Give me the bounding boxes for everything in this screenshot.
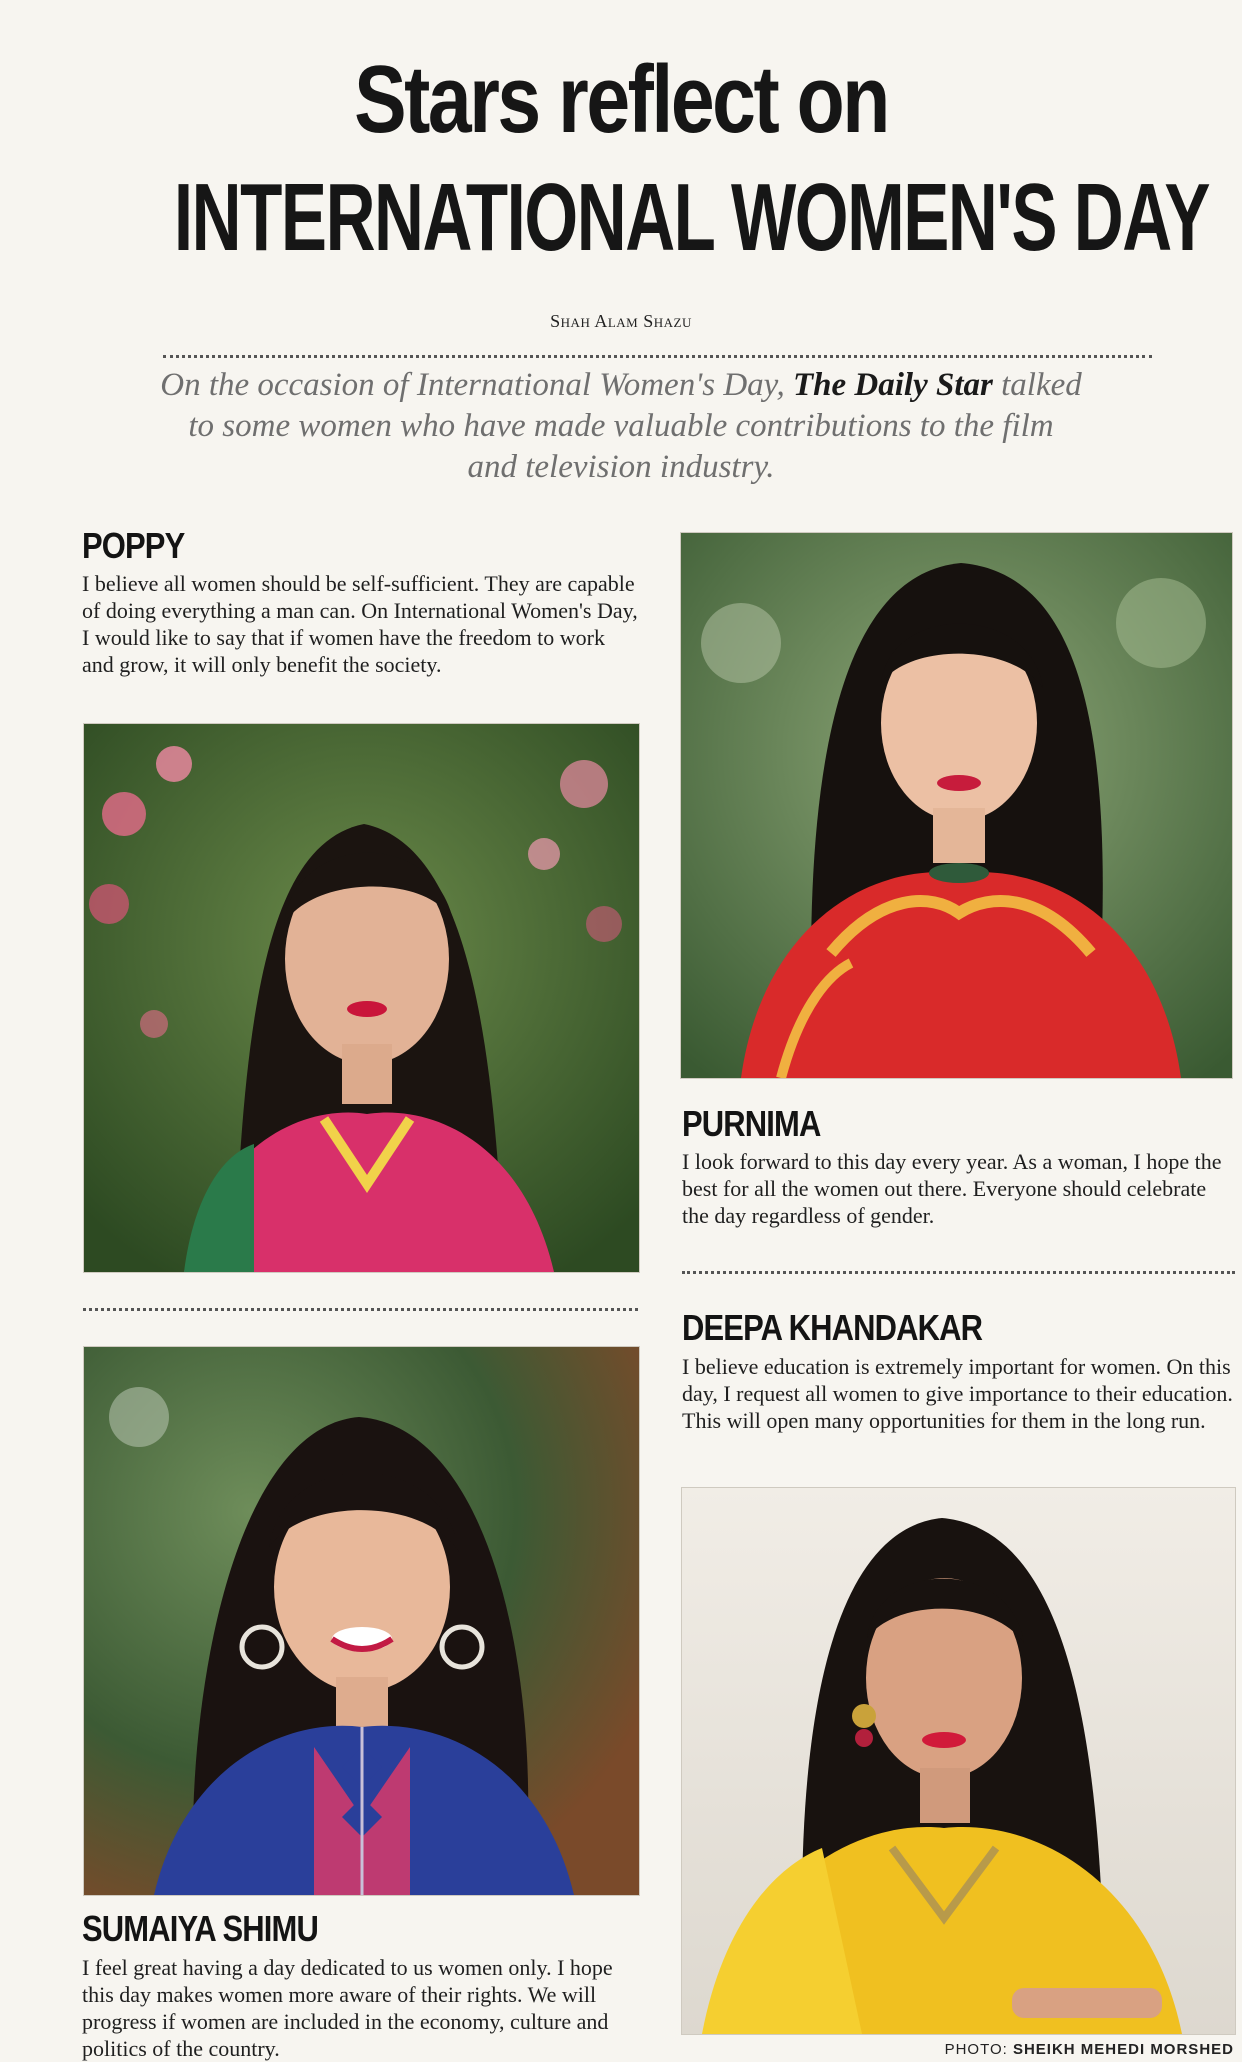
photo-credit-name: SHEIKH MEHEDI MORSHED [1012, 2041, 1234, 2058]
profile-name-deepa-khandakar: DEEPA KHANDAKAR [682, 1307, 983, 1348]
photo-credit-label: PHOTO: [944, 2041, 1013, 2058]
profile-name-purnima: PURNIMA [682, 1103, 821, 1144]
newspaper-brand: The Daily Star [793, 367, 993, 403]
byline: Shah Alam Shazu [550, 311, 692, 331]
intro-paragraph [160, 365, 1082, 488]
photo-sumaiya-shimu [83, 1346, 640, 1896]
profile-name-poppy: POPPY [82, 525, 185, 566]
divider-left [83, 1308, 638, 1311]
photo-poppy [83, 723, 640, 1273]
photo-credit [945, 2041, 1234, 2058]
photo-purnima [680, 532, 1233, 1079]
intro-divider [163, 355, 1152, 358]
headline-line-2: INTERNATIONAL WOMEN'S DAY [173, 164, 1210, 271]
divider-right [682, 1271, 1235, 1274]
profile-quote-purnima: I look forward to this day every year. As a woman, I hope the best for all the women out there. Everyone should celebrate the day regardless of gender. [682, 1149, 1222, 1228]
intro-text-2: talked to some women who have made valuable contributions to the film and television industry. [188, 367, 1082, 485]
profile-quote-poppy: I believe all women should be self-sufficient. They are capable of doing everything a man can. On International Women's Day, I would like to say that if women have the freedom to work and grow, it will only benefit the society. [82, 571, 638, 677]
profile-quote-deepa-khandakar: I believe education is extremely important for women. On this day, I request all women to give importance to their education. This will open many opportunities for them in the long run. [682, 1354, 1233, 1433]
profile-quote-sumaiya-shimu: I feel great having a day dedicated to us women only. I hope this day makes women more aware of their rights. We will progress if women are included in the economy, culture and politics of the country. [82, 1955, 613, 2061]
headline-line-1: Stars reflect on [354, 46, 888, 153]
profile-name-sumaiya-shimu: SUMAIYA SHIMU [82, 1908, 318, 1949]
photo-deepa-khandakar [681, 1487, 1236, 2035]
intro-text-1: On the occasion of International Women's Day, [160, 367, 794, 403]
